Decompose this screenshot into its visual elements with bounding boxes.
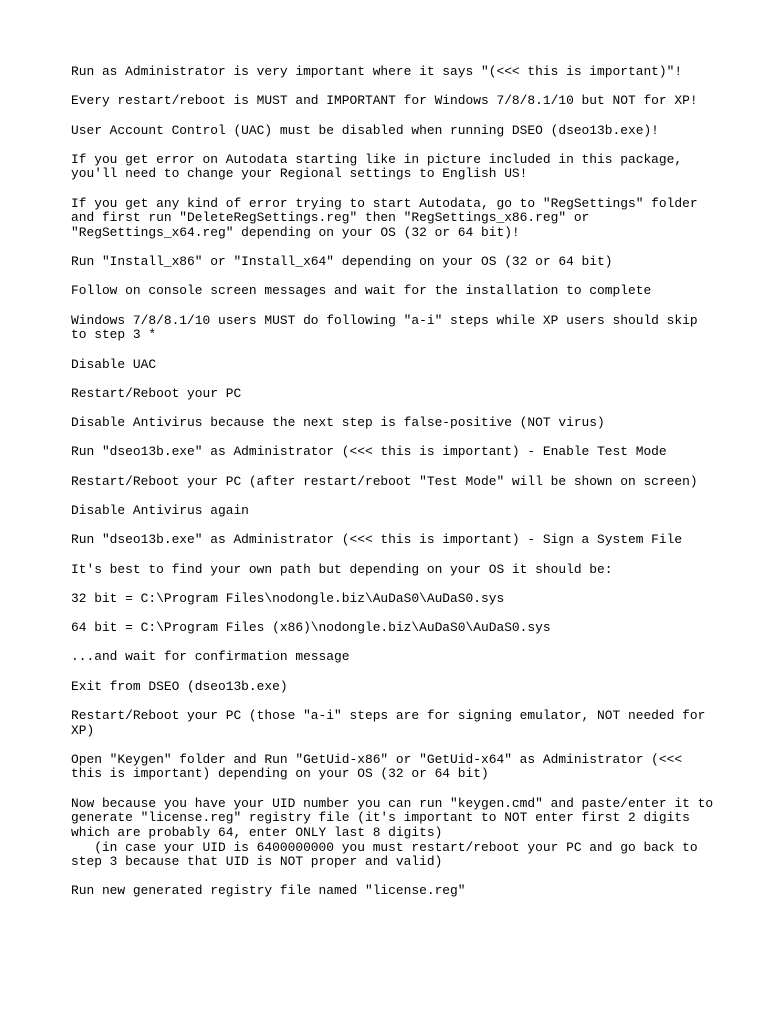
text-line: to step 3 * — [71, 327, 157, 343]
text-line: this is important) depending on your OS (32 or 64 bit) — [71, 766, 489, 782]
text-line: Windows 7/8/8.1/10 users MUST do following "a-i" steps while XP users should skip — [71, 312, 698, 328]
text-line: Restart/Reboot your PC — [71, 385, 242, 401]
text-line: step 3 because that UID is NOT proper and valid) — [71, 854, 443, 870]
instruction-paragraph — [71, 284, 731, 299]
instruction-paragraph — [71, 680, 731, 695]
text-line: Run "dseo13b.exe" as Administrator (<<< this is important) - Sign a System File — [71, 532, 683, 548]
instruction-paragraph — [71, 358, 731, 373]
instruction-paragraph — [71, 255, 731, 270]
text-line: Run new generated registry file named "license.reg" — [71, 883, 466, 899]
text-line: 64 bit = C:\Program Files (x86)\nodongle.biz\AuDaS0\AuDaS0.sys — [71, 620, 551, 636]
text-line: It's best to find your own path but depending on your OS it should be: — [71, 561, 613, 577]
instruction-paragraph — [71, 533, 731, 548]
text-line: User Account Control (UAC) must be disabled when running DSEO (dseo13b.exe)! — [71, 122, 659, 138]
instruction-paragraph — [71, 884, 731, 899]
instruction-paragraph — [71, 416, 731, 431]
text-line: (in case your UID is 6400000000 you must restart/reboot your PC and go back to — [71, 839, 698, 855]
instruction-paragraph — [71, 709, 731, 738]
text-line: Now because you have your UID number you can run "keygen.cmd" and paste/enter it to — [71, 795, 714, 811]
text-line: you'll need to change your Regional settings to English US! — [71, 166, 528, 182]
text-line: Run as Administrator is very important where it says "(<<< this is important)"! — [71, 64, 683, 79]
text-line: XP) — [71, 722, 95, 738]
text-line: Run "Install_x86" or "Install_x64" depending on your OS (32 or 64 bit) — [71, 254, 613, 270]
text-line: Run "dseo13b.exe" as Administrator (<<< this is important) - Enable Test Mode — [71, 444, 667, 460]
text-line: "RegSettings_x64.reg" depending on your OS (32 or 64 bit)! — [71, 224, 520, 240]
text-line: Every restart/reboot is MUST and IMPORTANT for Windows 7/8/8.1/10 but NOT for XP! — [71, 93, 698, 109]
instruction-paragraph — [71, 650, 731, 665]
instruction-paragraph — [71, 153, 731, 182]
instruction-paragraph — [71, 621, 731, 636]
text-line: Restart/Reboot your PC (after restart/reboot "Test Mode" will be shown on screen) — [71, 473, 698, 489]
text-line: Disable Antivirus because the next step is false-positive (NOT virus) — [71, 415, 605, 431]
text-line: 32 bit = C:\Program Files\nodongle.biz\AuDaS0\AuDaS0.sys — [71, 590, 505, 606]
text-line: Restart/Reboot your PC (those "a-i" steps are for signing emulator, NOT needed for — [71, 708, 706, 723]
instruction-paragraph — [71, 797, 731, 870]
instruction-paragraph — [71, 124, 731, 139]
instruction-paragraph — [71, 65, 731, 80]
instruction-paragraph — [71, 475, 731, 490]
instruction-paragraph — [71, 504, 731, 519]
instruction-paragraph — [71, 753, 731, 782]
instruction-paragraph — [71, 94, 731, 109]
text-line: Follow on console screen messages and wait for the installation to complete — [71, 283, 652, 299]
text-line: If you get error on Autodata starting like in picture included in this package, — [71, 151, 683, 167]
text-line: Disable Antivirus again — [71, 503, 249, 519]
text-line: generate "license.reg" registry file (it's important to NOT enter first 2 digits — [71, 810, 690, 826]
instruction-paragraph — [71, 197, 731, 241]
text-line: ...and wait for confirmation message — [71, 649, 350, 665]
instruction-paragraph — [71, 592, 731, 607]
text-line: Exit from DSEO (dseo13b.exe) — [71, 678, 288, 694]
text-line: If you get any kind of error trying to start Autodata, go to "RegSettings" folder — [71, 195, 698, 211]
document-body — [71, 65, 731, 914]
text-line: which are probably 64, enter ONLY last 8 digits) — [71, 824, 443, 840]
text-line: Disable UAC — [71, 356, 157, 372]
text-line: and first run "DeleteRegSettings.reg" then "RegSettings_x86.reg" or — [71, 210, 590, 226]
instruction-paragraph — [71, 314, 731, 343]
instruction-paragraph — [71, 387, 731, 402]
instruction-paragraph — [71, 445, 731, 460]
text-line: Open "Keygen" folder and Run "GetUid-x86" or "GetUid-x64" as Administrator (<<< — [71, 751, 683, 767]
instruction-paragraph — [71, 563, 731, 578]
